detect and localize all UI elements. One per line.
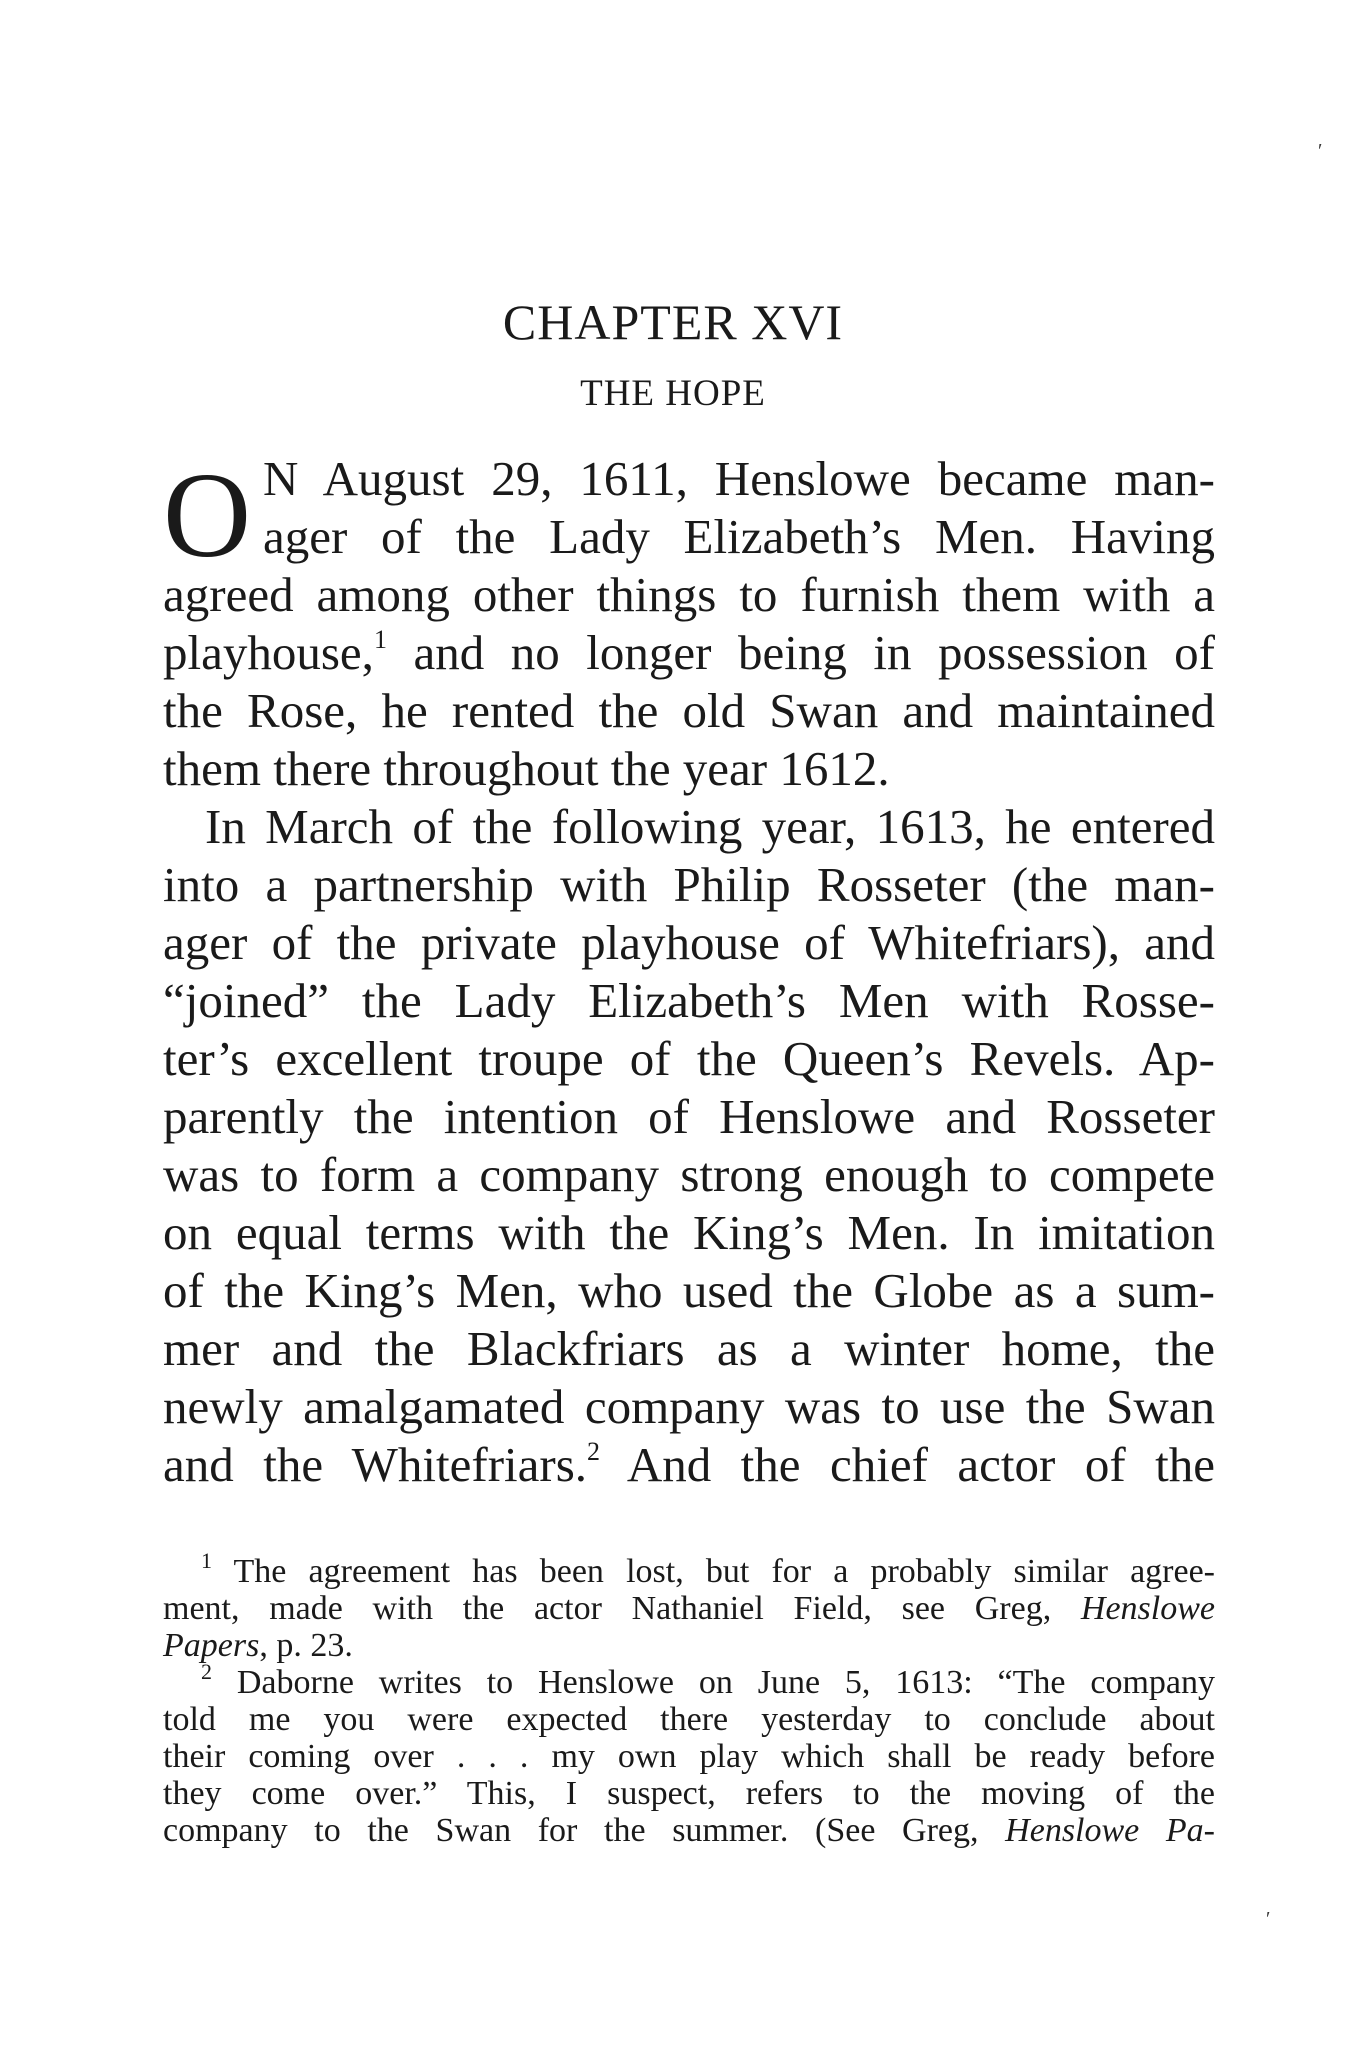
text-line: newly amalgamated company was to use the Swan (163, 1379, 1215, 1434)
footnote-2-line: their coming over . . . my own play which shall be ready before (163, 1738, 1215, 1775)
chapter-heading: CHAPTER XVI (502, 294, 844, 350)
text-line: ager of the private playhouse of Whitefriars), and (163, 915, 1215, 970)
text-fragment: company to the Swan for the summer. (See Greg, (163, 1812, 1006, 1849)
text-line (163, 1436, 1215, 1494)
footnote-1-marker: 1 (201, 1547, 212, 1573)
text-fragment: playhouse, (163, 625, 374, 680)
text-fragment: And the chief actor of the (600, 1437, 1215, 1492)
text-line: ter’s excellent troupe of the Queen’s Revels. Ap- (163, 1031, 1215, 1086)
text-fragment: , p. 23. (259, 1627, 353, 1664)
footnotes (163, 1547, 1215, 1849)
footnote-2-marker: 2 (201, 1658, 212, 1684)
text-line: In March of the following year, 1613, he entered (205, 799, 1215, 854)
footnote-ref-2[interactable]: 2 (587, 1436, 601, 1466)
stray-mark-top: ′ (1318, 140, 1323, 162)
footnote-2-line: they come over.” This, I suspect, refers to the moving of the (163, 1775, 1215, 1812)
text-line: agreed among other things to furnish them with a (163, 567, 1215, 622)
book-title: Henslowe (1080, 1590, 1215, 1627)
text-line: them there throughout the year 1612. (163, 741, 890, 796)
text-fragment: Daborne writes to Henslowe on June 5, 1613: “The company (212, 1664, 1215, 1701)
footnote-1-line (163, 1547, 1215, 1590)
footnote-1-line (163, 1627, 1215, 1664)
text-fragment: The agreement has been lost, but for a probably similar agree- (212, 1553, 1215, 1590)
footnote-2-line (163, 1658, 1215, 1701)
footnote-1-line (163, 1590, 1215, 1627)
body-text (163, 450, 1215, 1494)
text-line: ager of the Lady Elizabeth’s Men. Having (263, 509, 1215, 564)
book-title: Papers (163, 1627, 260, 1664)
text-line: the Rose, he rented the old Swan and maintained (163, 683, 1215, 738)
drop-cap: O (163, 448, 252, 583)
text-fragment: ment, made with the actor Nathaniel Field, see Greg, (163, 1590, 1081, 1627)
footnote-ref-1[interactable]: 1 (373, 624, 387, 654)
text-line: “joined” the Lady Elizabeth’s Men with Rosse- (163, 973, 1215, 1028)
text-line: on equal terms with the King’s Men. In imitation (163, 1205, 1215, 1260)
text-line (163, 624, 1215, 682)
text-line: into a partnership with Philip Rosseter (the man- (163, 857, 1215, 912)
text-fragment: and the Whitefriars. (163, 1437, 588, 1492)
stray-mark-bottom: ′ (1266, 1908, 1271, 1930)
footnote-2-line: told me you were expected there yesterday to conclude about (163, 1701, 1215, 1738)
text-line: N August 29, 1611, Henslowe became man- (263, 451, 1215, 506)
text-line: of the King’s Men, who used the Globe as a sum- (163, 1263, 1215, 1318)
text-line: mer and the Blackfriars as a winter home, the (163, 1321, 1215, 1376)
footnote-2-line (163, 1812, 1215, 1849)
chapter-title: THE HOPE (580, 373, 766, 414)
first-paragraph-opening (163, 448, 1215, 583)
text-line: parently the intention of Henslowe and Rosseter (163, 1089, 1215, 1144)
text-fragment: and no longer being in possession of (386, 625, 1215, 680)
text-line: was to form a company strong enough to compete (163, 1147, 1215, 1202)
book-title: Henslowe Pa- (1005, 1812, 1215, 1849)
